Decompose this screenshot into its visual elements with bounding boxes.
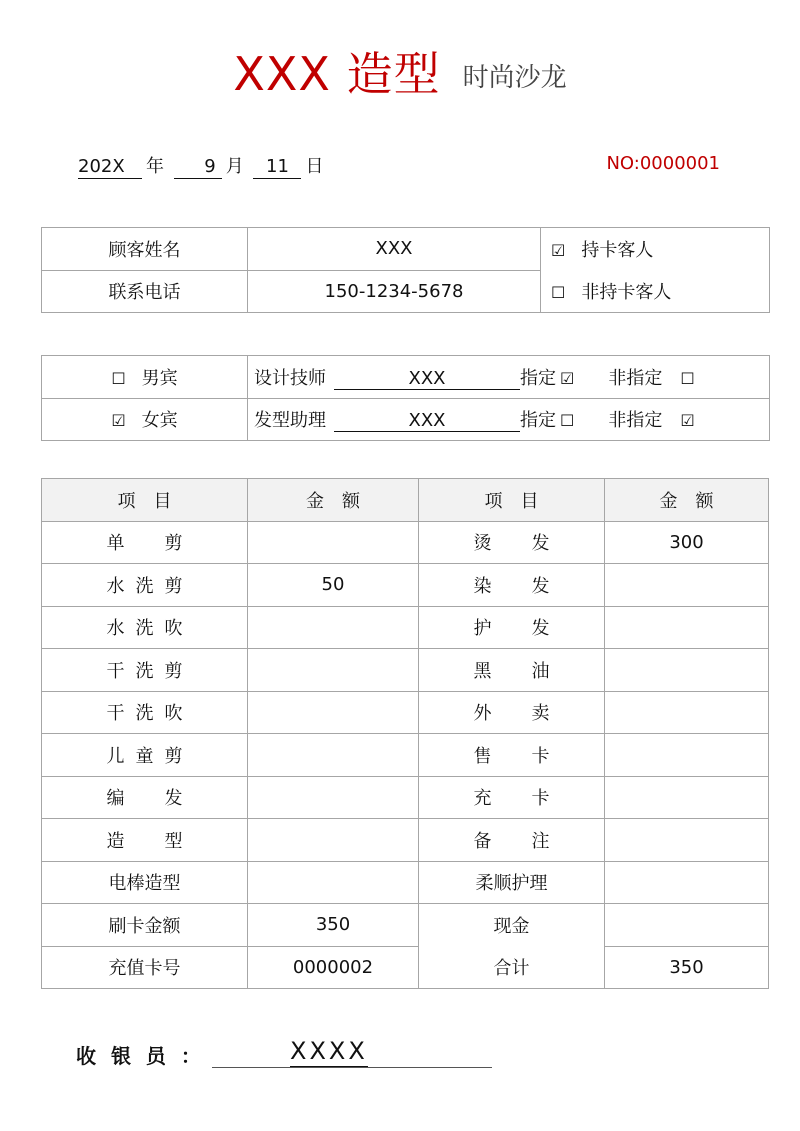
item-label: 黑油 [473,660,550,682]
item-amount-right[interactable] [605,606,769,649]
item-label: 干洗剪 [106,660,183,682]
table-row [42,946,769,989]
cashier-label: 收 银 员 ： [76,1044,205,1068]
item-name-right [419,819,605,862]
item-amount-left[interactable]: 50 [248,564,419,607]
designer-label: 设计技师 [254,367,326,389]
designer-unassigned-label: 非指定 [608,367,663,389]
item-label: 单剪 [106,533,183,555]
total-field[interactable]: 350 [605,946,769,989]
item-amount-left[interactable] [248,606,419,649]
card-holder-checkbox[interactable]: ☑ [551,241,566,260]
non-card-holder-checkbox[interactable]: ☐ [551,283,566,302]
items-table [41,478,769,989]
date-day[interactable]: 11 [253,156,301,179]
non-card-holder-label: 非持卡客人 [581,282,672,303]
assistant-unassigned-checkbox[interactable]: ☑ [680,411,695,431]
item-label: 外卖 [473,703,550,725]
item-name-right: 柔顺护理 [419,861,605,904]
designer-assigned-label: 指定 [520,367,556,389]
item-name-right [419,776,605,819]
service-table [41,355,770,441]
header-item: 项 目 [419,479,605,522]
table-row [42,691,769,734]
item-label: 儿童剪 [106,745,183,767]
header-amount: 金 额 [248,479,419,522]
table-row [42,564,769,607]
brand-subtitle: 时尚沙龙 [462,63,567,93]
item-name-right [419,734,605,777]
header-amount: 金 额 [605,479,769,522]
table-row [42,904,769,947]
item-label: 烫发 [473,533,550,555]
card-amount-label: 刷卡金额 [42,904,248,947]
item-amount-left[interactable] [248,521,419,564]
item-label: 备注 [473,830,550,852]
customer-name-field[interactable]: XXX [248,228,541,271]
item-label: 编发 [106,788,183,810]
item-label: 充卡 [473,788,550,810]
assistant-assigned-label: 指定 [520,410,556,432]
item-amount-left[interactable] [248,691,419,734]
card-amount-field[interactable]: 350 [248,904,419,947]
designer-name-field[interactable]: XXX [334,368,520,390]
item-name-right [419,691,605,734]
table-row [42,861,769,904]
male-label: 男宾 [141,367,178,389]
item-label: 水洗剪 [106,575,183,597]
item-name-left [42,734,248,777]
item-name-left [42,819,248,862]
item-amount-right[interactable] [605,776,769,819]
item-name-left [42,691,248,734]
assistant-unassigned-label: 非指定 [608,410,663,432]
item-amount-right[interactable]: 300 [605,521,769,564]
item-amount-left[interactable] [248,649,419,692]
female-label: 女宾 [141,410,178,432]
item-name-left [42,649,248,692]
item-amount-left[interactable] [248,734,419,777]
receipt-number: NO:0000001 [606,153,720,174]
recharge-card-field[interactable]: 0000002 [248,946,419,989]
card-holder-label: 持卡客人 [581,240,654,261]
item-amount-right[interactable] [605,819,769,862]
male-option[interactable] [42,356,248,399]
table-row [42,521,769,564]
non-card-holder-option[interactable] [541,270,770,313]
cash-label: 现金 [419,904,605,947]
item-name-left [42,564,248,607]
item-amount-left[interactable] [248,776,419,819]
day-label: 日 [305,156,324,177]
assistant-row [248,398,770,441]
designer-unassigned-checkbox[interactable]: ☐ [680,368,695,388]
date-month[interactable]: 9 [174,156,222,179]
item-name-right [419,649,605,692]
item-name-left [42,776,248,819]
assistant-label: 发型助理 [254,410,326,432]
item-amount-right[interactable] [605,861,769,904]
item-amount-left[interactable] [248,819,419,862]
card-holder-option[interactable] [541,228,770,271]
item-name-left: 电棒造型 [42,861,248,904]
item-label: 造型 [106,830,183,852]
page-title [0,38,800,104]
table-row [42,649,769,692]
month-label: 月 [225,156,244,177]
table-row [42,819,769,862]
cash-field[interactable] [605,904,769,947]
item-amount-left[interactable] [248,861,419,904]
designer-assigned-checkbox[interactable]: ☑ [560,368,575,388]
table-row [42,606,769,649]
assistant-assigned-checkbox[interactable]: ☐ [560,411,575,431]
cashier-name[interactable]: XXXX [290,1037,368,1065]
female-option[interactable] [42,398,248,441]
customer-name-label: 顾客姓名 [42,228,248,271]
item-label: 护发 [473,618,550,640]
item-amount-right[interactable] [605,691,769,734]
total-label: 合计 [419,946,605,989]
designer-row [248,356,770,399]
item-amount-right[interactable] [605,564,769,607]
item-amount-right[interactable] [605,649,769,692]
table-row [42,776,769,819]
item-label: 干洗吹 [106,703,183,725]
header-item: 项 目 [42,479,248,522]
item-label: 售卡 [473,745,550,767]
item-label: 染发 [473,575,550,597]
male-checkbox[interactable]: ☐ [111,368,126,388]
customer-table [41,227,770,313]
item-name-right [419,564,605,607]
female-checkbox[interactable]: ☑ [111,411,126,431]
item-name-left [42,606,248,649]
item-name-left [42,521,248,564]
item-amount-right[interactable] [605,734,769,777]
date-year[interactable]: 202X [78,156,142,179]
recharge-card-label: 充值卡号 [42,946,248,989]
brand-name: XXX 造型 [233,47,441,101]
items-table-header [42,479,769,522]
date-line [78,152,327,179]
year-label: 年 [146,156,164,177]
item-label: 水洗吹 [106,618,183,640]
item-name-right [419,521,605,564]
customer-phone-label: 联系电话 [42,270,248,313]
customer-phone-field[interactable]: 150-1234-5678 [248,270,541,313]
table-row [42,734,769,777]
item-name-right [419,606,605,649]
assistant-name-field[interactable]: XXX [334,410,520,432]
